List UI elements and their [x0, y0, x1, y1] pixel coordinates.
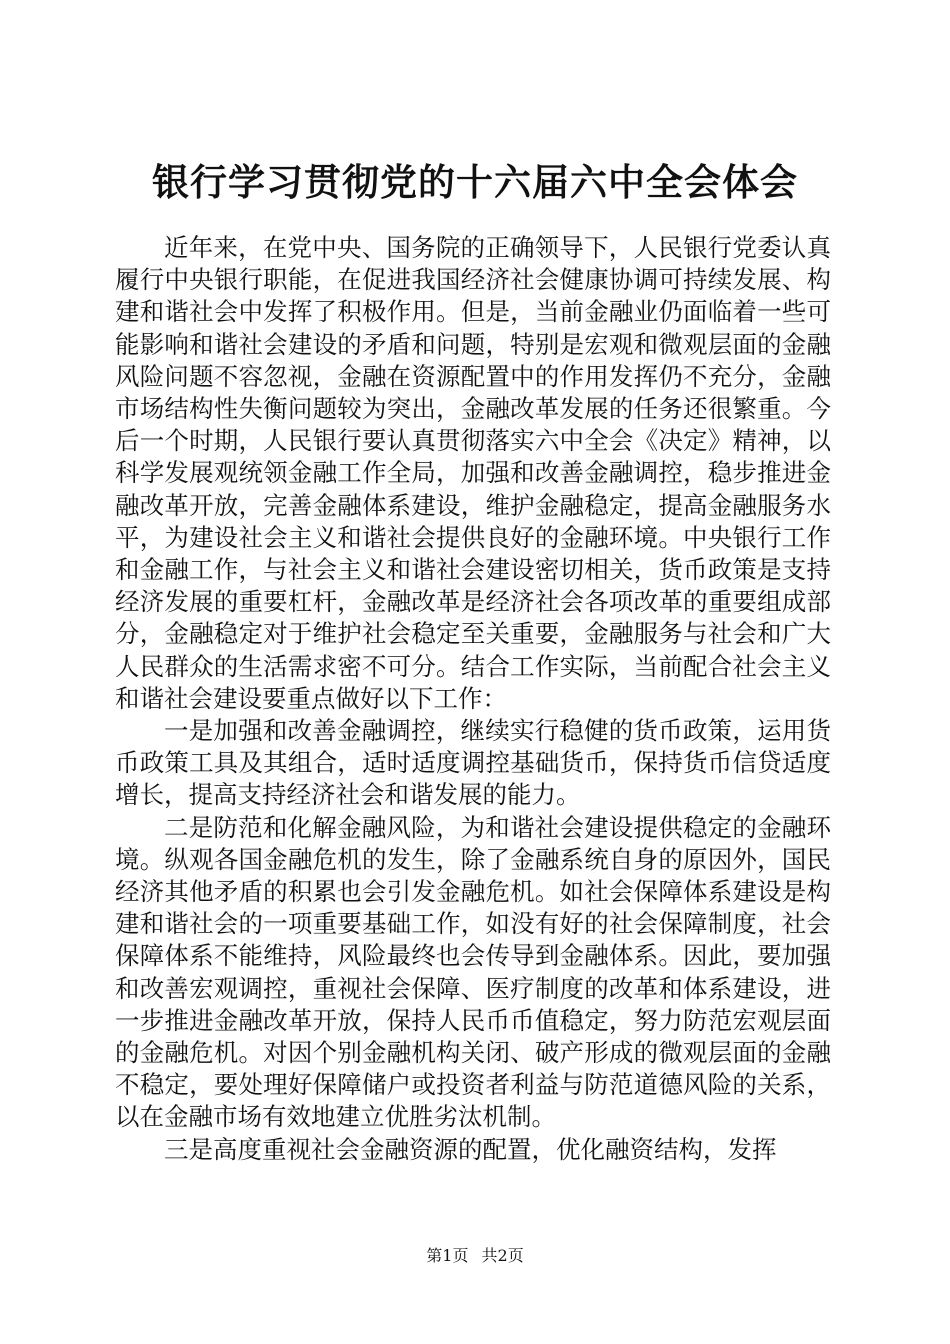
paragraph-point-two: 二是防范和化解金融风险，为和谐社会建设提供稳定的金融环境。纵观各国金融危机的发生，除了金融系统自身的原因外，国民经济其他矛盾的积累也会引发金融危机。如社会保障体系建设是构建和谐社会的一项重要基础工作，如没有好的社会保障制度，社会保障体系不能维持，风险最终也会传导到金融体系。因此，要加强和改善宏观调控，重视社会保障、医疗制度的改革和体系建设，进一步推进金融改革开放，保持人民币币值稳定，努力防范宏观层面的金融危机。对因个别金融机构关闭、破产形成的微观层面的金融不稳定，要处理好保障储户或投资者利益与防范道德风险的关系，以在金融市场有效地建立优胜劣汰机制。	[115, 812, 831, 1132]
document-title: 银行学习贯彻党的十六届六中全会体会	[152, 160, 798, 204]
document-body	[115, 232, 831, 1166]
paragraph-intro: 近年来，在党中央、国务院的正确领导下，人民银行党委认真履行中央银行职能，在促进我国经济社会健康协调可持续发展、构建和谐社会中发挥了积极作用。但是，当前金融业仍面临着一些可能影响和谐社会建设的矛盾和问题，特别是宏观和微观层面的金融风险问题不容忽视，金融在资源配置中的作用发挥仍不充分，金融市场结构性失衡问题较为突出，金融改革发展的任务还很繁重。今后一个时期，人民银行要认真贯彻落实六中全会《决定》精神，以科学发展观统领金融工作全局，加强和改善金融调控，稳步推进金融改革开放，完善金融体系建设，维护金融稳定，提高金融服务水平，为建设社会主义和谐社会提供良好的金融环境。中央银行工作和金融工作，与社会主义和谐社会建设密切相关，货币政策是支持经济发展的重要杠杆，金融改革是经济社会各项改革的重要组成部分，金融稳定对于维护社会稳定至关重要，金融服务与社会和广大人民群众的生活需求密不可分。结合工作实际，当前配合社会主义和谐社会建设要重点做好以下工作：	[115, 233, 831, 713]
page-number-total: 共2页	[481, 1246, 524, 1265]
page-footer	[0, 1245, 950, 1267]
paragraph-point-one: 一是加强和改善金融调控，继续实行稳健的货币政策，运用货币政策工具及其组合，适时适度调控基础货币，保持货币信贷适度增长，提高支持经济社会和谐发展的能力。	[115, 716, 831, 810]
page-number-current: 第1页	[426, 1246, 469, 1265]
paragraph-point-three: 三是高度重视社会金融资源的配置，优化融资结构，发挥	[164, 1134, 777, 1164]
